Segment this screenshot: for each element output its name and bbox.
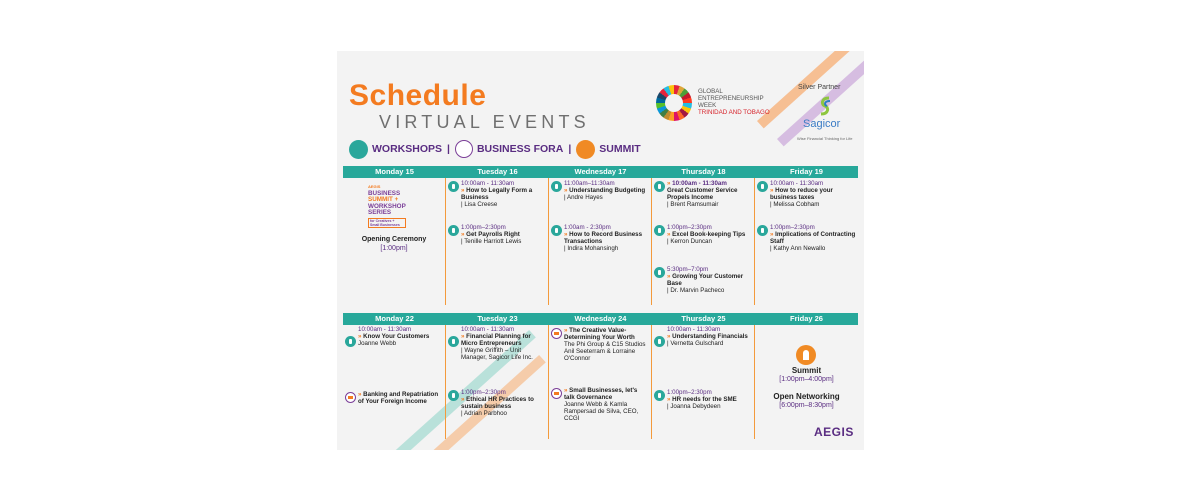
business-fora-icon: [551, 328, 562, 339]
separator: |: [568, 143, 572, 155]
day-header: Friday 26: [790, 314, 823, 323]
event-title: How to Legally Form a Business: [461, 187, 533, 202]
workshop-icon: [654, 225, 665, 236]
workshops-icon: [349, 140, 368, 159]
event-time: 1:00am - 2:30pm: [564, 224, 611, 231]
business-fora-icon: [455, 140, 473, 158]
event-title: Understanding Financials: [672, 333, 748, 341]
arrow-icon: »: [564, 327, 570, 334]
event-title: Understanding Budgeting: [569, 187, 646, 195]
event: [446, 180, 546, 208]
workshop-icon: [551, 225, 562, 236]
workshop-icon: [757, 181, 768, 192]
event-speaker: | Indira Mohansingh: [564, 245, 619, 253]
aegis-series-logo: [368, 184, 412, 228]
event: [652, 180, 752, 208]
event-time: 5:30pm–7:0pm: [667, 266, 709, 273]
event-time: 10:00am - 11:30am: [461, 180, 515, 187]
event: [549, 224, 649, 252]
event-title: Opening Ceremony: [361, 236, 427, 243]
business-fora-icon: [551, 388, 562, 399]
workshop-icon: [757, 225, 768, 236]
aegis-line: SUMMIT +: [368, 196, 399, 204]
networking-event: [755, 393, 858, 410]
wednesday-17-column: [549, 178, 652, 305]
arrow-icon: »: [770, 187, 776, 195]
event: [549, 387, 649, 422]
event-title: Open Networking: [773, 392, 840, 401]
event: [652, 266, 752, 294]
category-business-fora: BUSINESS FORA: [476, 143, 564, 155]
event: [343, 391, 443, 405]
event-title: Implications of Contracting Staff: [770, 231, 856, 246]
event-time: 10:00am - 11:30am: [461, 326, 515, 333]
event-title: Summit: [791, 366, 822, 375]
summit-icon: [576, 140, 595, 159]
event-title: Know Your Customers: [363, 333, 430, 341]
workshop-icon: [654, 267, 665, 278]
event: [446, 326, 546, 361]
event: [549, 180, 649, 201]
arrow-icon: »: [461, 187, 467, 195]
separator: |: [447, 143, 450, 155]
business-fora-icon: [345, 392, 356, 403]
event-speaker: | Lisa Creese: [461, 201, 498, 209]
aegis-line: SERIES: [368, 209, 392, 217]
gew-line: ENTREPRENEURSHIP: [698, 95, 764, 102]
gew-line: WEEK: [698, 102, 717, 109]
event-speaker: Joanne Webb: [358, 340, 397, 348]
virtual-events-subtitle: VIRTUAL EVENTS: [379, 112, 590, 132]
arrow-icon: »: [667, 333, 673, 341]
workshop-icon: [345, 336, 356, 347]
summit-icon: [796, 345, 816, 365]
workshop-icon: [448, 390, 459, 401]
event-speaker: | Dr. Marvin Pacheco: [667, 287, 725, 295]
arrow-icon: »: [667, 396, 673, 404]
event: [549, 327, 649, 362]
workshop-icon: [654, 181, 665, 192]
arrow-icon: »: [461, 333, 467, 341]
event-speaker: | Andre Hayes: [564, 194, 603, 202]
sagicor-tagline: Wise Financial Thinking for Life: [797, 136, 853, 141]
arrow-icon: »: [358, 333, 364, 341]
event-time: 1:00pm–2:30pm: [461, 389, 506, 396]
event: [755, 224, 856, 252]
event-time: 1:00pm–2:30pm: [461, 224, 506, 231]
workshop-icon: [448, 336, 459, 347]
event-speaker: | Vernetta Gulschard: [667, 340, 724, 348]
workshop-icon: [654, 336, 665, 347]
day-header: Wednesday 24: [574, 314, 627, 323]
event-title: How to Record Business Transactions: [564, 231, 643, 246]
event: [343, 326, 443, 347]
event-title: Banking and Repatriation of Your Foreign Income: [358, 391, 439, 406]
event-title: Great Customer Service Propels Income: [667, 187, 738, 202]
event-speaker: | Tenille Harriott Lewis: [461, 238, 522, 246]
day-header: Wednesday 17: [574, 167, 627, 176]
day-header: Thursday 18: [681, 167, 726, 176]
event-title: HR needs for the SME: [672, 396, 737, 404]
event-title: The Creative Value- Determining Your Worth: [564, 327, 635, 342]
friday-26-column: [755, 325, 858, 439]
category-legend: [349, 138, 641, 160]
tuesday-23-column: [446, 325, 549, 439]
monday-15-column: [343, 178, 446, 305]
category-workshops: WORKSHOPS: [372, 143, 443, 155]
aegis-logo: AEGIS: [814, 425, 854, 439]
event-speaker: | Adrian Parbhoo: [461, 410, 507, 418]
event-title: Excel Book-keeping Tips: [672, 231, 746, 239]
event-speaker: Joanne Webb & Kamla Rampersad de Silva, CEO, CCGI: [564, 401, 639, 423]
event-title: Get Payrolls Right: [466, 231, 520, 239]
event-speaker: | Melissa Cobham: [770, 201, 820, 209]
event-time: 11:00am–11:30am: [564, 180, 615, 187]
event-time: 1:00pm–2:30pm: [667, 224, 712, 231]
event-time: [1:00pm–4:00pm]: [779, 375, 834, 383]
workshop-icon: [448, 181, 459, 192]
day-header: Tuesday 23: [477, 314, 518, 323]
arrow-icon: »: [564, 231, 570, 239]
tuesday-16-column: [446, 178, 549, 305]
arrow-icon: »: [564, 387, 570, 394]
event-title: Ethical HR Practices to sustain business: [461, 396, 534, 411]
event: [446, 224, 546, 245]
arrow-icon: »: [770, 231, 776, 239]
event-time: [6:00pm–8:30pm]: [779, 401, 834, 409]
arrow-icon: »: [564, 187, 570, 195]
event-speaker: | Kathy Ann Newallo: [770, 245, 826, 253]
day-header: Friday 19: [790, 167, 823, 176]
gew-logo-text: [698, 88, 770, 116]
event: [652, 224, 752, 245]
day-header: Tuesday 16: [477, 167, 518, 176]
event-speaker: | Brent Ramsumair: [667, 201, 719, 209]
arrow-icon: »: [358, 391, 364, 398]
day-header: Thursday 25: [681, 314, 726, 323]
event-time: 10:00am - 11:30am: [770, 180, 824, 187]
workshop-icon: [551, 181, 562, 192]
friday-19-column: [755, 178, 858, 305]
event: [652, 326, 752, 347]
gew-ring-logo: [656, 85, 692, 121]
workshop-icon: [448, 225, 459, 236]
event-title: Financial Planning for Micro Entrepreneurs: [461, 333, 531, 348]
event-time: 1:00pm–2:30pm: [770, 224, 815, 231]
sagicor-logo-icon: [815, 95, 835, 117]
event-speaker: | Joanna Debydeen: [667, 403, 721, 411]
gew-line: TRINIDAD AND TOBAGO: [698, 109, 770, 116]
summit-event: [755, 367, 858, 384]
event-speaker: The Phi Group & C15 Studios Anil Seeterram & Lorraine O'Connor: [564, 341, 646, 363]
week1-header-row: [343, 166, 858, 178]
monday-22-column: [343, 325, 446, 439]
partner-label: Silver Partner: [798, 84, 841, 91]
event: [652, 389, 752, 410]
opening-ceremony: [343, 236, 445, 253]
workshop-icon: [654, 390, 665, 401]
aegis-brand: AEGIS: [368, 184, 381, 189]
day-header: Monday 22: [375, 314, 414, 323]
arrow-icon: »: [667, 180, 673, 187]
event: [446, 389, 546, 417]
week1-body: [343, 178, 858, 305]
event-time: [1:00pm]: [380, 244, 408, 252]
arrow-icon: »: [461, 396, 467, 404]
gew-line: GLOBAL: [698, 88, 723, 95]
event-title: Growing Your Customer Base: [667, 273, 744, 288]
thursday-25-column: [652, 325, 755, 439]
day-header: Monday 15: [375, 167, 414, 176]
aegis-line: WORKSHOP: [368, 202, 406, 210]
event-time: 10:00am - 11:30am: [672, 180, 727, 187]
arrow-icon: »: [667, 273, 673, 281]
event-title: How to reduce your business taxes: [770, 187, 833, 202]
thursday-18-column: [652, 178, 755, 305]
event-speaker: | Kerron Duncan: [667, 238, 712, 246]
arrow-icon: »: [667, 231, 673, 239]
week2-body: [343, 325, 858, 439]
sagicor-name: Sagicor: [803, 118, 841, 130]
category-summit: SUMMIT: [599, 143, 641, 155]
event-speaker: | Wayne Griffith – Unit Manager, Sagicor Life Inc.: [461, 347, 533, 362]
week2-header-row: [343, 313, 858, 325]
schedule-poster: [337, 51, 864, 450]
arrow-icon: »: [461, 231, 467, 239]
event-title: Small Businesses, let's talk Governance: [564, 387, 638, 402]
event-time: 10:00am - 11:30am: [667, 326, 721, 333]
event: [755, 180, 856, 208]
wednesday-24-column: [549, 325, 652, 439]
schedule-title: Schedule: [349, 79, 487, 112]
aegis-line: BUSINESS: [368, 189, 401, 197]
event-time: 10:00am - 11:30am: [358, 326, 412, 333]
aegis-box: for Creatives + Small Businesses: [368, 218, 406, 228]
event-time: 1:00pm–2:30pm: [667, 389, 712, 396]
